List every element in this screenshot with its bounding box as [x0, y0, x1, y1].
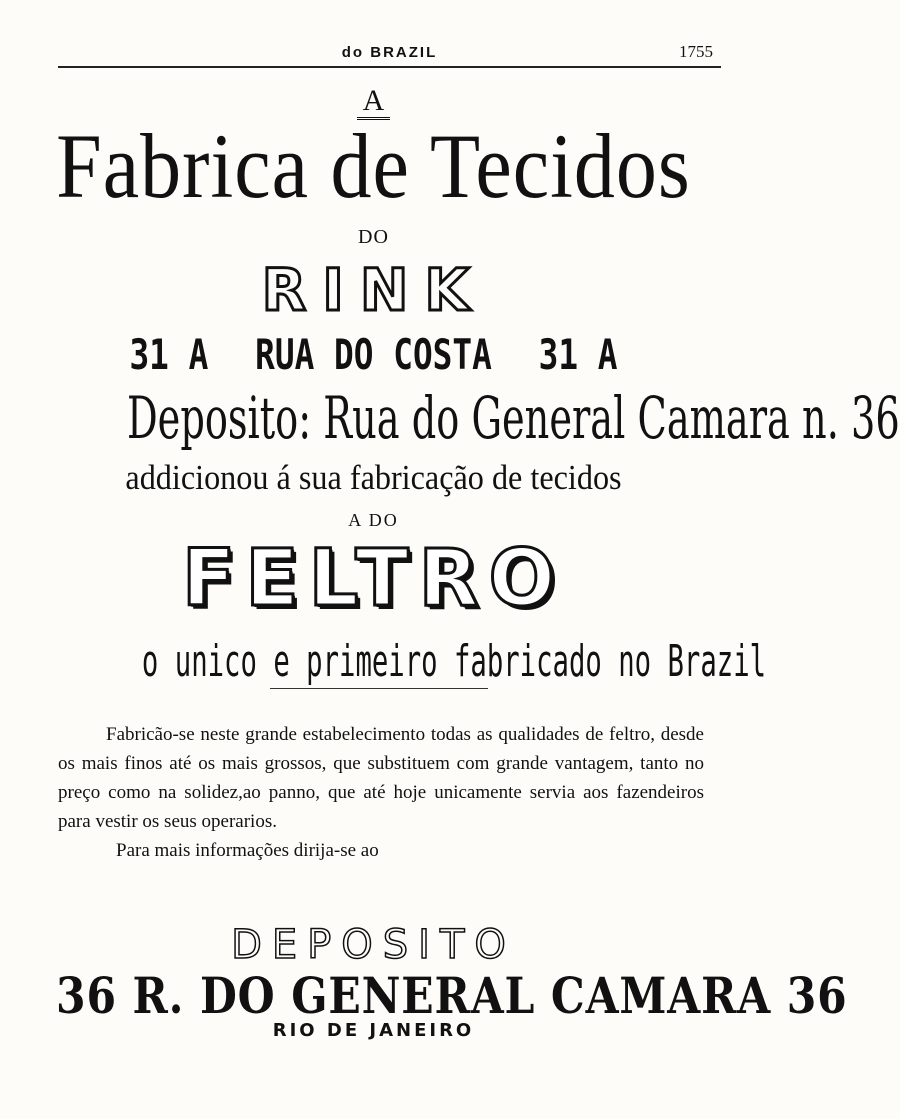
city-line: RIO DE JANEIRO [272, 1020, 475, 1041]
deposit-line: Deposito: Rua do General Camara n. 36 [126, 384, 900, 452]
a-do: A DO [348, 510, 399, 530]
do-small: DO [358, 226, 389, 248]
company-name-text: RINK [261, 256, 486, 324]
divider-rule [270, 688, 488, 689]
body-text [58, 720, 704, 865]
feltro-heading: FELTRO [182, 534, 565, 624]
article-text: A [357, 84, 391, 120]
article-a [0, 84, 747, 118]
factory-address [82, 330, 665, 379]
running-title: do BRAZIL [341, 44, 438, 61]
company-name [0, 256, 747, 324]
deposito-heading-text: DEPOSITO [231, 922, 516, 968]
address-number-left: 31 A [129, 330, 209, 379]
page-header [58, 44, 721, 68]
final-address: 36 R. DO GENERAL CAMARA 36 [56, 966, 848, 1025]
advert-title: Fabrica de Tecidos [56, 115, 691, 218]
address-number-right: 31 A [538, 330, 618, 379]
page-number: 1755 [679, 42, 713, 61]
deposito-heading [0, 922, 747, 968]
added-line: addicionou á sua fabricação de tecidos [125, 458, 622, 497]
paragraph-1: Fabricão-se neste grande estabelecimento todas as qualidades de feltro, desde os mais finos até os mais grossos, que substituem com grande vantagem, tanto no preço como na solidez,ao panno, que até hoje unicamente servia aos fazendeiros para vestir os seus operarios. [58, 724, 704, 832]
paragraph-2: Para mais informações dirija-se ao [116, 840, 379, 861]
address-street: RUA DO COSTA [255, 330, 492, 379]
unico-line: o unico e primeiro fabricado no Brazil [141, 636, 767, 687]
